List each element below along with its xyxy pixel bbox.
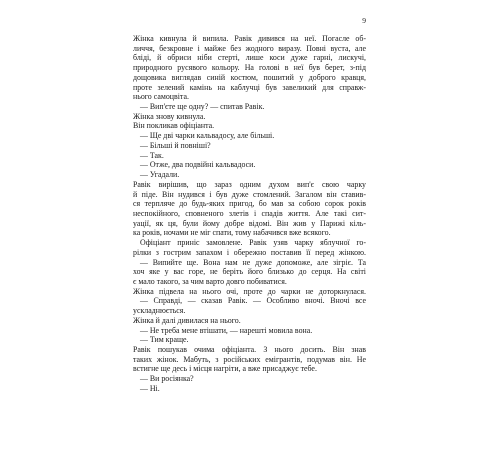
text-line: Жінка кивнула й випила. Равік дивився на неї. Погасле об- [133,34,366,43]
text-line: — Ще дві чарки кальвадосу, але більші. [140,131,275,141]
text-line: — Не треба мене втішати, — нарешті мовила вона. [140,325,313,335]
text-line: ускладнюється. [133,306,186,316]
text-line: нього самоцвіта. [133,92,189,102]
text-line: рілки з гострим запахом і обережно поставив її перед жінкою. [133,247,366,257]
text-line: — Більші й повніші? [140,140,211,150]
text-line: — Тим краще. [140,335,189,345]
page-number: 9 [362,16,366,25]
text-line: ся терпляче до будь-яких пригод, бо мав за собою сорок років [133,199,366,209]
text-line: дощовика виглядав синій костюм, пошитий у доброго кравця, [133,72,366,82]
text-line: Равік пошукав очима офіціанта. З нього досить. Він знав [133,345,366,354]
text-line: — Справді, — сказав Равік. — Особливо вночі. Вночі все [140,296,366,306]
text-line: Офіціант приніс замовлене. Равік узяв чарку яблучної го- [140,238,366,248]
text-line: неспокійного, сповненого злетів і спадів життя. Але такі сит- [133,208,366,218]
text-line: — Вип'єте ще одну? — спитав Равік. [140,102,265,112]
text-line: — Випийте ще. Вона нам не дуже допоможе, але зігріє. Та [140,257,366,267]
text-line: таких жінок. Мабуть, з російських емігрантів, подумав він. Не [133,354,366,364]
text-line: встигне ще десь і місця нагріти, а вже присаджує тебе. [133,364,317,374]
text-line: хоч яке у вас горе, не беріть його близько до серця. На світі [133,267,366,277]
text-line: проте зелений камінь на каблучці був завеликий для справж- [133,82,366,92]
text-line: Жінка підвела на нього очі, проте до чарки не доторкнулася. [133,286,366,296]
text-line: Він покликав офіціанта. [133,121,215,131]
text-line: — Так. [140,150,164,160]
body-text [133,34,366,394]
text-line: є мало такого, за чим варто довго побиватися. [133,276,287,286]
text-line: Равік вирішив, що зараз одним духом вип'є свою чарку [133,179,366,189]
text-line: блідi, й обриси ніби стерті, лише коси дуже гарні, лискучі, [133,53,366,63]
text-line: — Отже, два подвійні кальвадоси. [140,160,256,170]
text-line: — Угадали. [140,170,180,180]
text-line: й піде. Він нудився і був дуже стомлений. Загалом він ставив- [133,189,366,199]
text-line: природного русявого кольору. На голові в неї був берет, з-під [133,63,366,73]
text-line: — Ні. [140,383,160,393]
text-line: Жінка знову кивнула. [133,111,206,121]
text-line: ка років, ночами не міг спати, тому набачився вже всякого. [133,228,331,238]
text-line: личчя, безкровне і майже без жодного виразу. Повні вуста, але [133,43,366,53]
text-line: уації, як ця, були йому добре відомі. Він жив у Парижі кіль- [133,218,366,228]
text-line: — Ви росіянка? [140,374,194,384]
text-line: Жінка й далі дивилася на нього. [133,315,241,325]
